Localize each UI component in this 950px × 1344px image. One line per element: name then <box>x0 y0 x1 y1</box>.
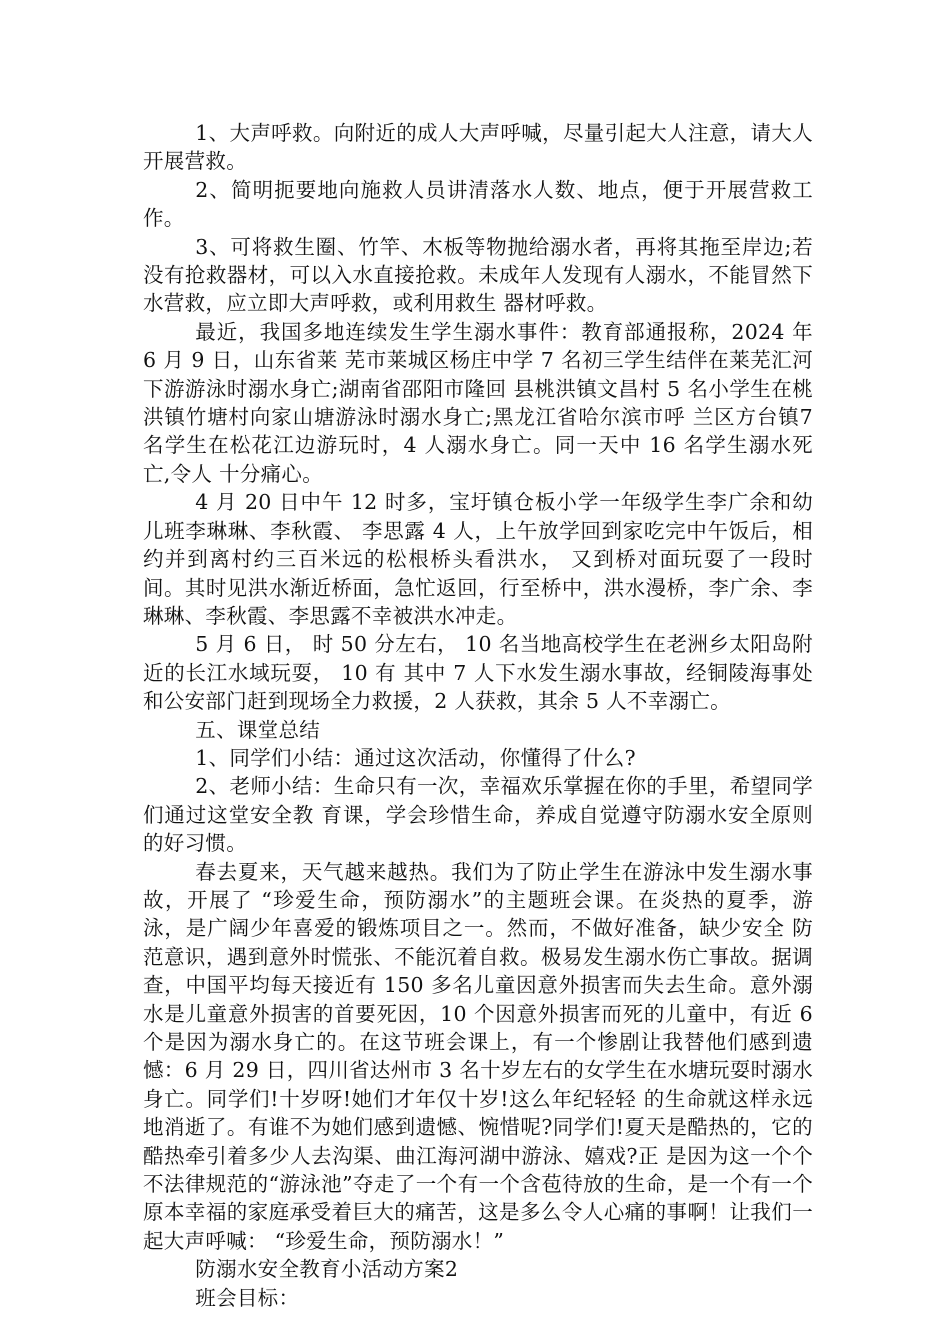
paragraph-throw-rescue-items: 3、可将救生圈、竹竿、木板等物抛给溺水者，再将其拖至岸边;若没有抢救器材，可以入水直接抢救。未成年人发现有人溺水，不能冒然下水营救，应立即大声呼救，或利用救生 器材呼救。 <box>143 234 813 316</box>
paragraph-may-incident: 5 月 6 日， 时 50 分左右， 10 名当地高校学生在老洲乡太阳岛附近的长江水域玩耍， 10 有 其中 7 人下水发生溺水事故，经铜陵海事处和公安部门赶到现场全力救援，2 人获救，其余 5 人不幸溺亡。 <box>143 632 813 714</box>
section-heading-summary: 五、课堂总结 <box>195 717 321 742</box>
paragraph-recent-incidents: 最近，我国多地连续发生学生溺水事件：教育部通报称，2024 年 6 月 9 日，山东省莱 芜市莱城区杨庄中学 7 名初三学生结伴在莱芜汇河下游游泳时溺水身亡;湖南省邵阳市隆回 县桃洪镇文昌村 5 名小学生在桃洪镇竹塘村向家山塘游泳时溺水身亡;黑龙江省哈尔滨市呼 兰区方台镇7 名学生在松花江边游玩时，4 人溺水身亡。同一天中 16 名学生溺水死亡,令人 十分痛心。 <box>143 319 813 486</box>
paragraph-teacher-summary: 2、老师小结：生命只有一次，幸福欢乐掌握在你的手里，希望同学们通过这堂安全教 育课，学会珍惜生命，养成自觉遵守防溺水安全原则的好习惯。 <box>143 774 813 856</box>
paragraph-report-details: 2、简明扼要地向施救人员讲清落水人数、地点，便于开展营救工作。 <box>143 177 813 231</box>
paragraph-shout-for-help: 1、大声呼救。向附近的成人大声呼喊，尽量引起大人注意，请大人开展营救。 <box>143 121 813 174</box>
paragraph-class-meeting-reflection: 春去夏来，天气越来越热。我们为了防止学生在游泳中发生溺水事故，开展了 “珍爱生命，预防溺水”的主题班会课。在炎热的夏季，游泳，是广阔少年喜爱的锻炼项目之一。然而，不做好准备，缺少安全 防范意识，遇到意外时慌张、不能沉着自救。极易发生溺水伤亡事故。据调查，中国平均每天接近有 150 多名儿童因意外损害而失去生命。意外溺水是儿童意外损害的首要死因，10 个因意外损害而死的儿童中，有近 6 个是因为溺水身亡的。在这节班会课上，有一个惨剧让我替他们感到遗憾：6 月 29 日，四川省达州市 3 名十岁左右的女学生在水塘玩耍时溺水身亡。同学们!十岁呀!她们才年仅十岁!这么年纪轻轻 的生命就这样永远地消逝了。有谁不为她们感到遗憾、惋惜呢?同学们!夏天是酷热的，它的酷热牵引着多少人去沟渠、曲江海河湖中游泳、嬉戏?正 是因为这一个个不法律规范的“游泳池”夺走了一个有一个含苞待放的生命，是一个有一个原本幸福的家庭承受着巨大的痛苦，这是多么令人心痛的事啊！让我们一起大声呼喊： “珍爱生命，预防溺水！” <box>143 859 813 1253</box>
paragraph-april-incident: 4 月 20 日中午 12 时多，宝圩镇仓板小学一年级学生李广余和幼儿班李琳琳、李秋霞、 李思露 4 人，上午放学回到家吃完中午饭后，相约并到离村约三百米远的松根桥头看洪水， 又到桥对面玩耍了一段时间。其时见洪水渐近桥面，急忙返回，行至桥中，洪水漫桥，李广余、李琳琳、李秋霞、李思露不幸被洪水冲走。 <box>143 490 813 628</box>
meeting-goals-label: 班会目标： <box>195 1285 300 1310</box>
document-body <box>143 119 813 1312</box>
paragraph-student-summary: 1、同学们小结：通过这次活动，你懂得了什么? <box>195 745 636 770</box>
plan-title: 防溺水安全教育小活动方案2 <box>195 1257 459 1282</box>
